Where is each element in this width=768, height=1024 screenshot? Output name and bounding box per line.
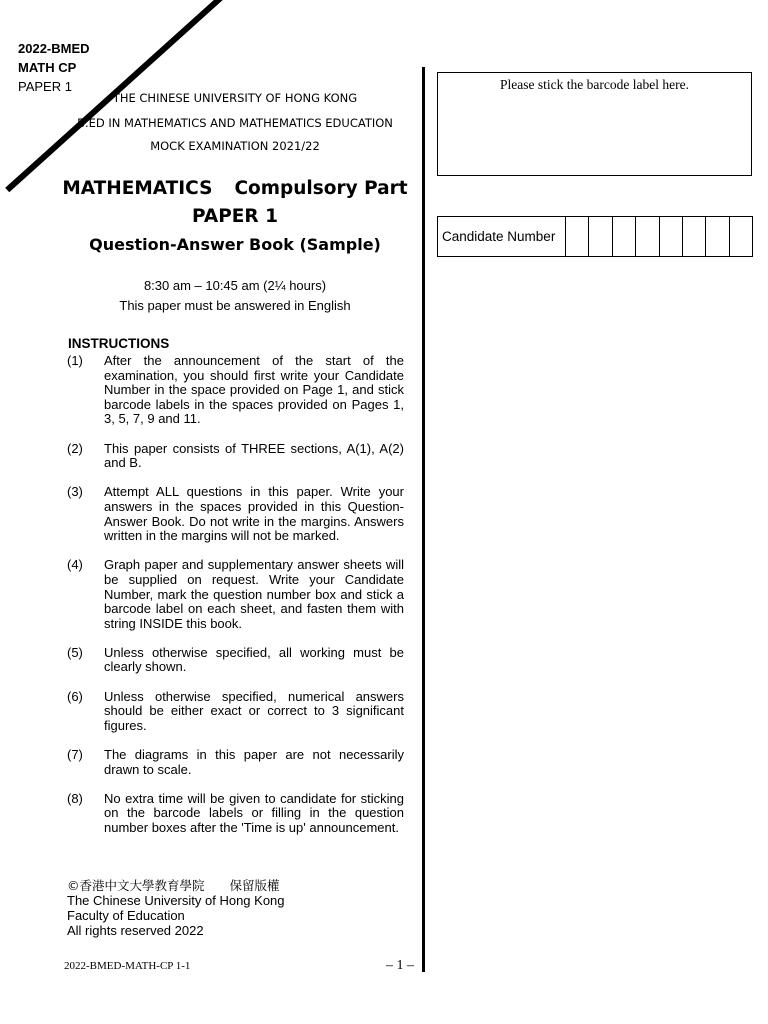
instruction-item xyxy=(67,485,404,543)
instruction-item xyxy=(67,792,404,836)
candidate-number-cell[interactable] xyxy=(683,217,706,256)
copyright-block xyxy=(67,878,285,938)
instruction-number: (1) xyxy=(67,353,83,368)
title-paper: PAPER 1 xyxy=(192,206,278,227)
instruction-text: Graph paper and supplementary answer sheets will be supplied on request. Write your Candidate Number, mark the question number box and stick a barcode label on each sheet, and fasten them with string INSIDE this book. xyxy=(104,557,404,631)
copyright-line3: All rights reserved 2022 xyxy=(67,923,204,938)
copyright-chinese: ©香港中文大學教育學院 保留版權 xyxy=(67,878,280,893)
instruction-item xyxy=(67,646,404,675)
instruction-number: (4) xyxy=(67,557,83,573)
instruction-item xyxy=(67,558,404,631)
vertical-divider xyxy=(422,67,425,972)
instruction-number: (5) xyxy=(67,644,83,660)
instruction-number: (3) xyxy=(67,484,83,500)
exam-name: MOCK EXAMINATION 2021/22 xyxy=(150,139,320,153)
instruction-item xyxy=(67,690,404,734)
paper-code-line3: PAPER 1 xyxy=(18,79,72,94)
candidate-number-cell[interactable] xyxy=(589,217,612,256)
instructions-list xyxy=(67,354,404,850)
university-name: THE CHINESE UNIVERSITY OF HONG KONG xyxy=(112,91,358,105)
exam-time: 8:30 am – 10:45 am (2¼ hours) xyxy=(143,278,327,293)
barcode-label: Please stick the barcode label here. xyxy=(500,77,689,92)
candidate-number-cell[interactable] xyxy=(660,217,683,256)
barcode-box xyxy=(437,72,752,176)
paper-code-line1: 2022-BMED xyxy=(18,41,90,56)
instructions-heading: INSTRUCTIONS xyxy=(68,336,170,351)
programme-name: B.ED IN MATHEMATICS AND MATHEMATICS EDUCATION xyxy=(77,116,393,130)
instruction-number: (8) xyxy=(67,790,83,806)
instruction-number: (2) xyxy=(67,440,83,456)
title-book: Question-Answer Book (Sample) xyxy=(89,235,381,254)
candidate-number-table xyxy=(437,216,753,257)
instruction-item xyxy=(67,354,404,427)
instruction-text: Unless otherwise specified, numerical answers should be either exact or correct to 3 significant figures. xyxy=(104,688,404,733)
language-note: This paper must be answered in English xyxy=(119,298,351,313)
instruction-item xyxy=(67,748,404,777)
candidate-number-label: Candidate Number xyxy=(438,217,566,256)
candidate-number-cell[interactable] xyxy=(613,217,636,256)
candidate-number-cell[interactable] xyxy=(730,217,752,256)
instruction-text: Unless otherwise specified, all working must be clearly shown. xyxy=(104,644,404,675)
paper-code-line2: MATH CP xyxy=(18,60,77,75)
instruction-number: (7) xyxy=(67,747,83,763)
copyright-line2: Faculty of Education xyxy=(67,908,185,923)
title-subject-line xyxy=(60,178,410,199)
candidate-number-cell[interactable] xyxy=(566,217,589,256)
paper-code-block xyxy=(18,39,90,96)
instruction-text: The diagrams in this paper are not necessarily drawn to scale. xyxy=(104,747,404,777)
title-subject: MATHEMATICS xyxy=(62,178,213,199)
instruction-text: This paper consists of THREE sections, A(1), A(2) and B. xyxy=(104,440,404,471)
page-number: – 1 – xyxy=(386,958,414,973)
instruction-text: No extra time will be given to candidate for sticking on the barcode labels or filling in the question number boxes after the 'Time is up' announcement. xyxy=(104,790,404,835)
instruction-text: After the announcement of the start of the examination, you should first write your Candidate Number in the space provided on Page 1, and stick barcode labels in the spaces provided on Pages 1, 3, 5, 7, 9 and 11. xyxy=(104,353,404,427)
title-part: Compulsory Part xyxy=(234,178,408,199)
copyright-line1: The Chinese University of Hong Kong xyxy=(67,893,285,908)
instruction-number: (6) xyxy=(67,688,83,704)
candidate-number-cell[interactable] xyxy=(636,217,659,256)
candidate-number-cell[interactable] xyxy=(706,217,729,256)
footer-code: 2022-BMED-MATH-CP 1-1 xyxy=(64,960,191,972)
instruction-item xyxy=(67,442,404,471)
instruction-text: Attempt ALL questions in this paper. Write your answers in the spaces provided in this Question-Answer Book. Do not write in the margins. Answers written in the margins will not be marked. xyxy=(104,484,404,544)
